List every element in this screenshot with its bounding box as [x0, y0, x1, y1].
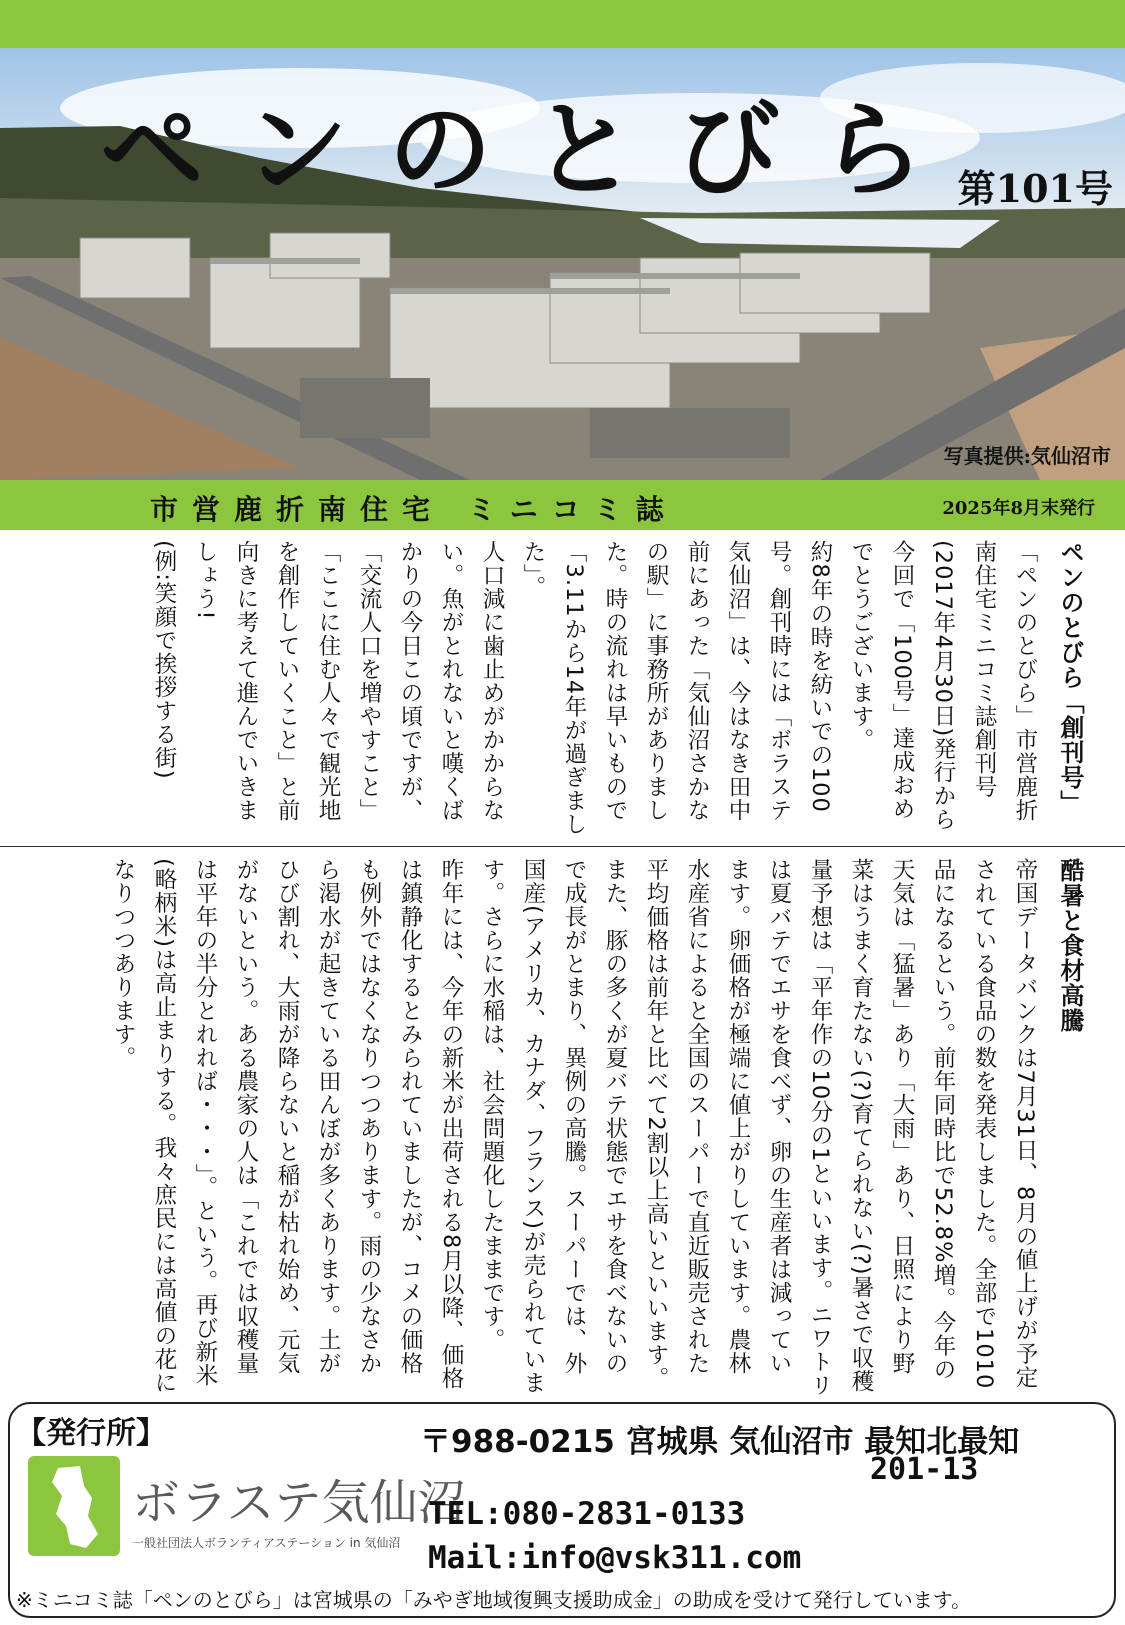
article-paragraph: (例:笑顔で挨拶する街): [151, 540, 177, 780]
subtitle-band: [0, 480, 1125, 530]
publisher-email: Mail:info@vsk311.com: [428, 1540, 802, 1576]
funding-note: ※ミニコミ誌「ペンのとびら」は宮城県の「みやぎ地域復興支援助成金」の助成を受けて発行しています。: [16, 1588, 972, 1612]
newsletter-subtitle: 市営鹿折南住宅 ミニコミ誌: [150, 493, 678, 526]
publisher-box: [8, 1402, 1116, 1618]
organization-full-name: 一般社団法人ボランティアステーション in 気仙沼: [132, 1536, 401, 1550]
organization-logo-name: ボラステ気仙沼: [132, 1475, 466, 1531]
article-paragraph: 約8年の時を紡いでの100号。創刊時には「ボラステ気仙沼」は、今はなき田中前にあった「気仙沼さかなの駅」に事務所がありました。時の流れは早いもので「3.11から14年が過ぎました」。: [520, 540, 833, 837]
header-photo: [0, 48, 1125, 480]
article-heading: 酷暑と食材高騰: [1056, 858, 1084, 1033]
article-paragraph: 「ペンのとびら」市営鹿折南住宅ミニコミ誌創刊号(2017年4月30日)発行から今回で「100号」達成おめでとうございます。: [848, 540, 1038, 832]
article-heat-prices: [40, 858, 1090, 1398]
article-paragraph: 人口減に歯止めがかからない。魚がとれないと嘆くばかりの今日この頃ですが、「交流人口を増やすこと」「ここに住む人々で観光地を創作していくこと」と前向きに考えて進んでいきましょう!: [192, 540, 505, 822]
publisher-phone: TEL:080-2831-0133: [428, 1496, 746, 1532]
article-heading: ペンのとびら「創刊号」: [1056, 540, 1084, 815]
article-paragraph: 帝国データバンクは7月31日、8月の値上げが予定されている食品の数を発表しました。全部で1010品になるという。前年同時比で52.8%増。今年の天気は「猛暑」あり「大雨」あり、日照により野菜はうまく育たない(?)育てられない(?)暑さで収穫量予想は「平年作の10分の1といいます。ニワトリは夏バテでエサを食べず、卵の生産者は減っています。卵価格が極端に値上がりしています。農林水産省によると全国のスーパーで直近販売された平均価格は前年と比べて2割以上高いといいます。: [643, 858, 1038, 1398]
photo-credit: 写真提供:気仙沼市: [943, 444, 1111, 468]
article-paragraph: また、豚の多くが夏バテ状態でエサを食べないので成長がとまり、異例の高騰。スーパーでは、外国産(アメリカ、カナダ、フランス)が売られています。さらに水稲は、社会問題化したままです。: [479, 858, 628, 1395]
publisher-address-number: 201-13: [870, 1452, 979, 1487]
top-green-bar: [0, 0, 1125, 48]
article-paragraph: 昨年には、今年の新米が出荷される8月以降、価格は鎮静化するとみられていましたが、コメの価格も例外ではなくなりつつあります。雨の少なさから渇水が起きている田んぼが多くあります。土がひび割れ、大雨が降らないと稲が枯れ始め、元気がないという。ある農家の人は「これでは収穫量は平年の半分とれれば・・・」。という。再び新米(略柄米)は高止まりする。我々庶民には高値の花になりつつあります。: [110, 858, 464, 1395]
kesennuma-map-logo-icon: [28, 1456, 120, 1556]
publisher-address: 〒988-0215 宮城県 気仙沼市 最知北最知: [420, 1424, 1020, 1460]
article-first-issue: [40, 540, 1090, 840]
issue-number: 第101号: [957, 166, 1113, 211]
section-divider: [0, 846, 1125, 847]
publication-date: 2025年8月末発行: [942, 498, 1095, 519]
newsletter-title: ペンのとびら: [100, 88, 965, 211]
publisher-label: 【発行所】: [16, 1416, 166, 1451]
